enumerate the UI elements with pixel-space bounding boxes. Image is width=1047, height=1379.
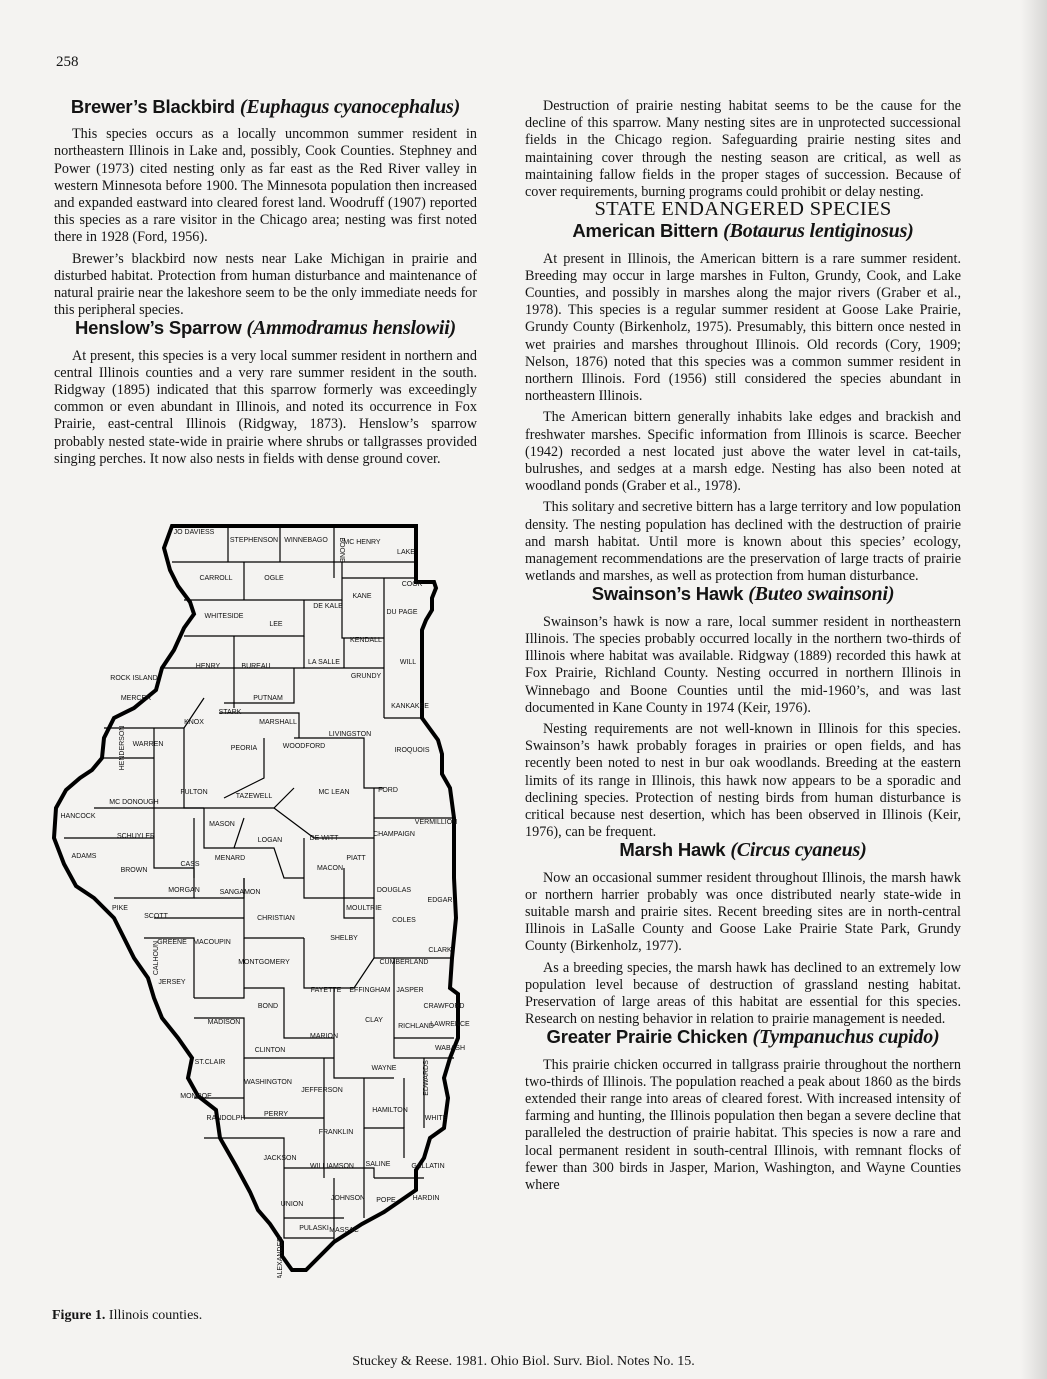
county-label: SALINE — [365, 1161, 391, 1168]
figure-caption: Figure 1. Illinois counties. — [52, 1308, 203, 1323]
county-label: MACOUPIN — [193, 939, 231, 946]
county-label: EDGAR — [427, 897, 453, 904]
county-label: HARDIN — [412, 1195, 440, 1202]
left-column — [54, 98, 477, 468]
county-label: FAYETTE — [310, 987, 342, 994]
county-label: WASHINGTON — [244, 1079, 292, 1086]
county-label: KENDALL — [350, 637, 382, 644]
county-label: LA SALLE — [308, 659, 340, 666]
county-label: DE WITT — [309, 835, 339, 842]
county-label: ST.CLAIR — [194, 1059, 226, 1066]
county-label: PIKE — [112, 905, 128, 912]
paragraph: Now an occasional summer resident throughout Illinois, the marsh hawk or northern harrier probably was once distributed nearly state-wide in suitable marsh and prairie sites. Recent breeding sites are in north-central Illinois in LaSalle County and Goose Lake Prairie State Park, Grundy County (Birkenholz, 1977). — [525, 869, 961, 955]
county-label: COLES — [392, 917, 416, 924]
county-borders — [64, 526, 454, 1242]
county-label: BUREAU — [241, 663, 271, 670]
county-label: PULASKI — [299, 1225, 329, 1232]
county-label: UNION — [280, 1201, 304, 1208]
county-label: JERSEY — [158, 979, 186, 986]
county-label: DE KALB — [313, 603, 343, 610]
heading-greater-prairie-chicken: Greater Prairie Chicken (Tympanuchus cupido) — [546, 1026, 940, 1049]
county-label: COOK — [401, 581, 423, 588]
county-label: WILL — [399, 659, 417, 666]
paragraph: As a breeding species, the marsh hawk has declined to an extremely low population level because of destruction of grassland nesting habitat. Preservation of large areas of this habitat are essential for this species. Research on nesting behavior in relation to prairie management is needed. — [525, 959, 961, 1028]
county-label: GRUNDY — [350, 673, 382, 680]
county-label: WOODFORD — [282, 743, 326, 750]
county-label: MC LEAN — [318, 789, 350, 796]
county-label: MC DONOUGH — [109, 799, 159, 806]
county-label: CHRISTIAN — [257, 915, 295, 922]
county-label: MOULTRIE — [346, 905, 382, 912]
county-label: MONROE — [180, 1093, 212, 1100]
county-label: LAKE — [397, 549, 415, 556]
county-label: CUMBERLAND — [379, 959, 429, 966]
paragraph: Swainson’s hawk is now a rare, local summer resident in northeastern Illinois. The species probably occurred locally in the northern two-thirds of Illinois where habitat was available. Ridgway (1889) recorded this hawk at Fox Prairie, Richland County. Nesting occurred in northern Illinois in Winnebago and Boone Counties until the mid-1960’s, and was last documented in Kane County in 1974 (Keir, 1976). — [525, 613, 961, 716]
county-label: KANE — [352, 593, 372, 600]
county-label: SCHUYLER — [116, 833, 156, 840]
county-label: KNOX — [184, 719, 204, 726]
illinois-county-map — [44, 518, 474, 1278]
paragraph: At present in Illinois, the American bittern is a rare summer resident. Breeding may occur in large marshes in Fulton, Grundy, Cook, and Lake Counties, and possibly in marshes along the major rivers (Graber et al., 1978). This species is a regular summer resident at Goose Lake Prairie, Grundy County (Birkenholz, 1975). Presumably, this bittern once nested in wet prairies and marshes throughout Illinois. Old records (Cory, 1909; Nelson, 1876) noted that this species was a common summer resident in northern Illinois. Ford (1956) still considered the species abundant in northeastern Illinois. — [525, 250, 961, 405]
county-label: CRAWFORD — [423, 1003, 465, 1010]
county-label: JO DAVIESS — [173, 529, 215, 536]
county-label: RICHLAND — [398, 1023, 434, 1030]
county-label: MACON — [316, 865, 344, 872]
county-label: BOND — [257, 1003, 279, 1010]
county-label: WINNEBAGO — [284, 537, 328, 544]
county-label: FORD — [378, 787, 398, 794]
paragraph: Destruction of prairie nesting habitat seems to be the cause for the decline of this sparrow. Many nesting sites are in unprotected successional fields in the Chicago region. Safeguarding prairie nesting sites and maintaining cover through the nesting season are critical, as well as maintaining fallow fields in the proper stages of succession. Because of cover requirements, burning programs could prohibit or delay nesting. — [525, 98, 961, 201]
county-label: SANGAMON — [219, 889, 261, 896]
section-heading: STATE ENDANGERED SPECIES — [594, 198, 892, 221]
county-label: HENRY — [195, 663, 221, 670]
county-label: STARK — [218, 709, 242, 716]
right-column — [525, 98, 961, 1194]
county-label: CLAY — [365, 1017, 383, 1024]
county-label: CASS — [180, 861, 200, 868]
county-label: MENARD — [214, 855, 246, 862]
county-label: BROWN — [120, 867, 148, 874]
paragraph: Nesting requirements are not well-known in Illinois for this species. Swainson’s hawk probably forages in prairies or open fields, and has recently been noted to nest in bur oak woodlands. Breeding at the eastern limits of its range in Illinois, this hawk now appears to be a sporadic and declining species. Protection of nesting birds from human disturbance is critical because nest desertion, which has been observed in Illinois (Keir, 1976), can be frequent. — [525, 720, 961, 841]
county-label: ADAMS — [71, 853, 97, 860]
county-label: CHAMPAIGN — [373, 831, 415, 838]
county-label: FRANKLIN — [318, 1129, 354, 1136]
county-label: PERRY — [264, 1111, 288, 1118]
county-label: SCOTT — [144, 913, 168, 920]
county-label: CALHOUN — [153, 940, 160, 976]
paragraph: At present, this species is a very local summer resident in northern and central Illinois counties and a very rare summer resident in the south. Ridgway (1895) indicated that this sparrow formerly was exceedingly common or even abundant in Illinois, and noted its occurrence in Fox Prairie, east-central Illinois (Ridgway, 1873). Henslow’s sparrow probably nested state-wide in prairie where shrubs or tallgrasses provided singing perches. It now also nests in fields with dense ground cover. — [54, 347, 477, 467]
county-label: EDWARDS — [423, 1060, 430, 1096]
paragraph: This prairie chicken occurred in tallgrass prairie throughout the northern two-thirds of Illinois. The population reached a peak about 1860 as the birds extended their range into areas of cleared forest. With increased intensity of farming and hunting, the Illinois population then began a severe decline that paralleled the destruction of prairie habitat. This species is now a rare and local permanent resident in south-central Illinois, with remnant flocks of fewer than 300 birds in Jasper, Marion, Washington, and Wayne Counties where — [525, 1056, 961, 1193]
county-label: LEE — [269, 621, 283, 628]
heading-henslows-sparrow: Henslow’s Sparrow (Ammodramus henslowii) — [74, 317, 457, 340]
county-label: MADISON — [207, 1019, 241, 1026]
county-label: WABASH — [434, 1045, 466, 1052]
county-label: CLINTON — [254, 1047, 286, 1054]
county-label: MASON — [209, 821, 235, 828]
county-label: EFFINGHAM — [349, 987, 391, 994]
county-label: CLARK — [428, 947, 452, 954]
county-label: SHELBY — [330, 935, 358, 942]
paragraph: This solitary and secretive bittern has a large territory and low population density. The nesting population has declined with the destruction of prairie and marsh habitat. Until more is known about this species’ ecology, management recommendations are the preservation of large tracts of prairie wetlands and marshes, as well as protection from human disturbance. — [525, 499, 961, 585]
county-label: MARSHALL — [259, 719, 297, 726]
county-label: STEPHENSON — [229, 537, 279, 544]
county-label: MERCER — [120, 695, 152, 702]
county-label: HENDERSON — [119, 725, 126, 771]
county-label: DOUGLAS — [376, 887, 412, 894]
county-label: JASPER — [396, 987, 424, 994]
county-label: HANCOCK — [60, 813, 96, 820]
county-label: MONTGOMERY — [238, 959, 290, 966]
page-number: 258 — [56, 54, 79, 70]
county-label: GREENE — [157, 939, 187, 946]
heading-marsh-hawk: Marsh Hawk (Circus cyaneus) — [619, 839, 867, 862]
county-label: JOHNSON — [330, 1195, 366, 1202]
county-label: ROCK ISLAND — [110, 675, 158, 682]
county-label: WARREN — [132, 741, 164, 748]
page-shadow — [1021, 0, 1047, 1379]
county-label: RANDOLPH — [206, 1115, 246, 1122]
county-label: PEORIA — [230, 745, 258, 752]
paragraph: This species occurs as a locally uncommon summer resident in northeastern Illinois in Lake and, possibly, Cook Counties. Stephney and Power (1973) cited nesting only as far east as the Red River valley in western Minnesota before 1900. The Minnesota population then increased and expanded eastward into cleared forest land. Woodruff (1907) reported this species as a rare visitor in the Chicago area; nesting was first noted there in 1928 (Ford, 1956). — [54, 126, 477, 246]
county-label: WAYNE — [371, 1065, 397, 1072]
county-label: GALLATIN — [411, 1163, 445, 1170]
county-label: MC HENRY — [343, 539, 381, 546]
county-label: PIATT — [346, 855, 366, 862]
heading-american-bittern: American Bittern (Botaurus lentiginosus) — [572, 220, 914, 243]
county-label: JEFFERSON — [301, 1087, 343, 1094]
county-label: KANKAKEE — [391, 703, 429, 710]
county-label: MORGAN — [168, 887, 200, 894]
county-label: MARION — [310, 1033, 338, 1040]
county-label: JACKSON — [263, 1155, 297, 1162]
county-label: CARROLL — [199, 575, 233, 582]
paragraph: Brewer’s blackbird now nests near Lake Michigan in prairie and disturbed habitat. Protection from human disturbance and maintenance of natural prairie near the lakeshore seem to be the only immediate needs for this peripheral species. — [54, 250, 477, 319]
county-label: BOONE — [338, 537, 345, 563]
county-label: WILLIAMSON — [310, 1163, 354, 1170]
county-label: TAZEWELL — [235, 793, 273, 800]
county-label: VERMILLION — [414, 819, 458, 826]
county-label: HAMILTON — [372, 1107, 408, 1114]
county-label: WHITE — [424, 1115, 448, 1122]
county-label: LAWRENCE — [430, 1021, 470, 1028]
county-label: FULTON — [180, 789, 208, 796]
heading-brewers-blackbird: Brewer’s Blackbird (Euphagus cyanocephalus) — [70, 96, 461, 118]
county-label: LIVINGSTON — [328, 731, 372, 738]
county-label: PUTNAM — [253, 695, 283, 702]
county-label: ALEXANDER — [277, 1236, 284, 1278]
county-label: POPE — [376, 1197, 396, 1204]
county-label: OGLE — [264, 575, 284, 582]
county-label: LOGAN — [257, 837, 283, 844]
paragraph: The American bittern generally inhabits lake edges and brackish and freshwater marshes. Specific information from Illinois is scarce. Beecher (1942) recorded a nest located just above the water level in cat-tails, bulrushes, and sedges at a marsh edge. Nesting has also been noted at woodland ponds (Graber et al., 1978). — [525, 409, 961, 495]
county-label: MASSAC — [329, 1227, 359, 1234]
county-label: WHITESIDE — [204, 613, 244, 620]
county-label: IROQUOIS — [394, 747, 430, 754]
citation-footer: Stuckey & Reese. 1981. Ohio Biol. Surv. Biol. Notes No. 15. — [352, 1354, 695, 1369]
county-label: DU PAGE — [386, 609, 418, 616]
heading-swainsons-hawk: Swainson’s Hawk (Buteo swainsoni) — [591, 583, 895, 606]
